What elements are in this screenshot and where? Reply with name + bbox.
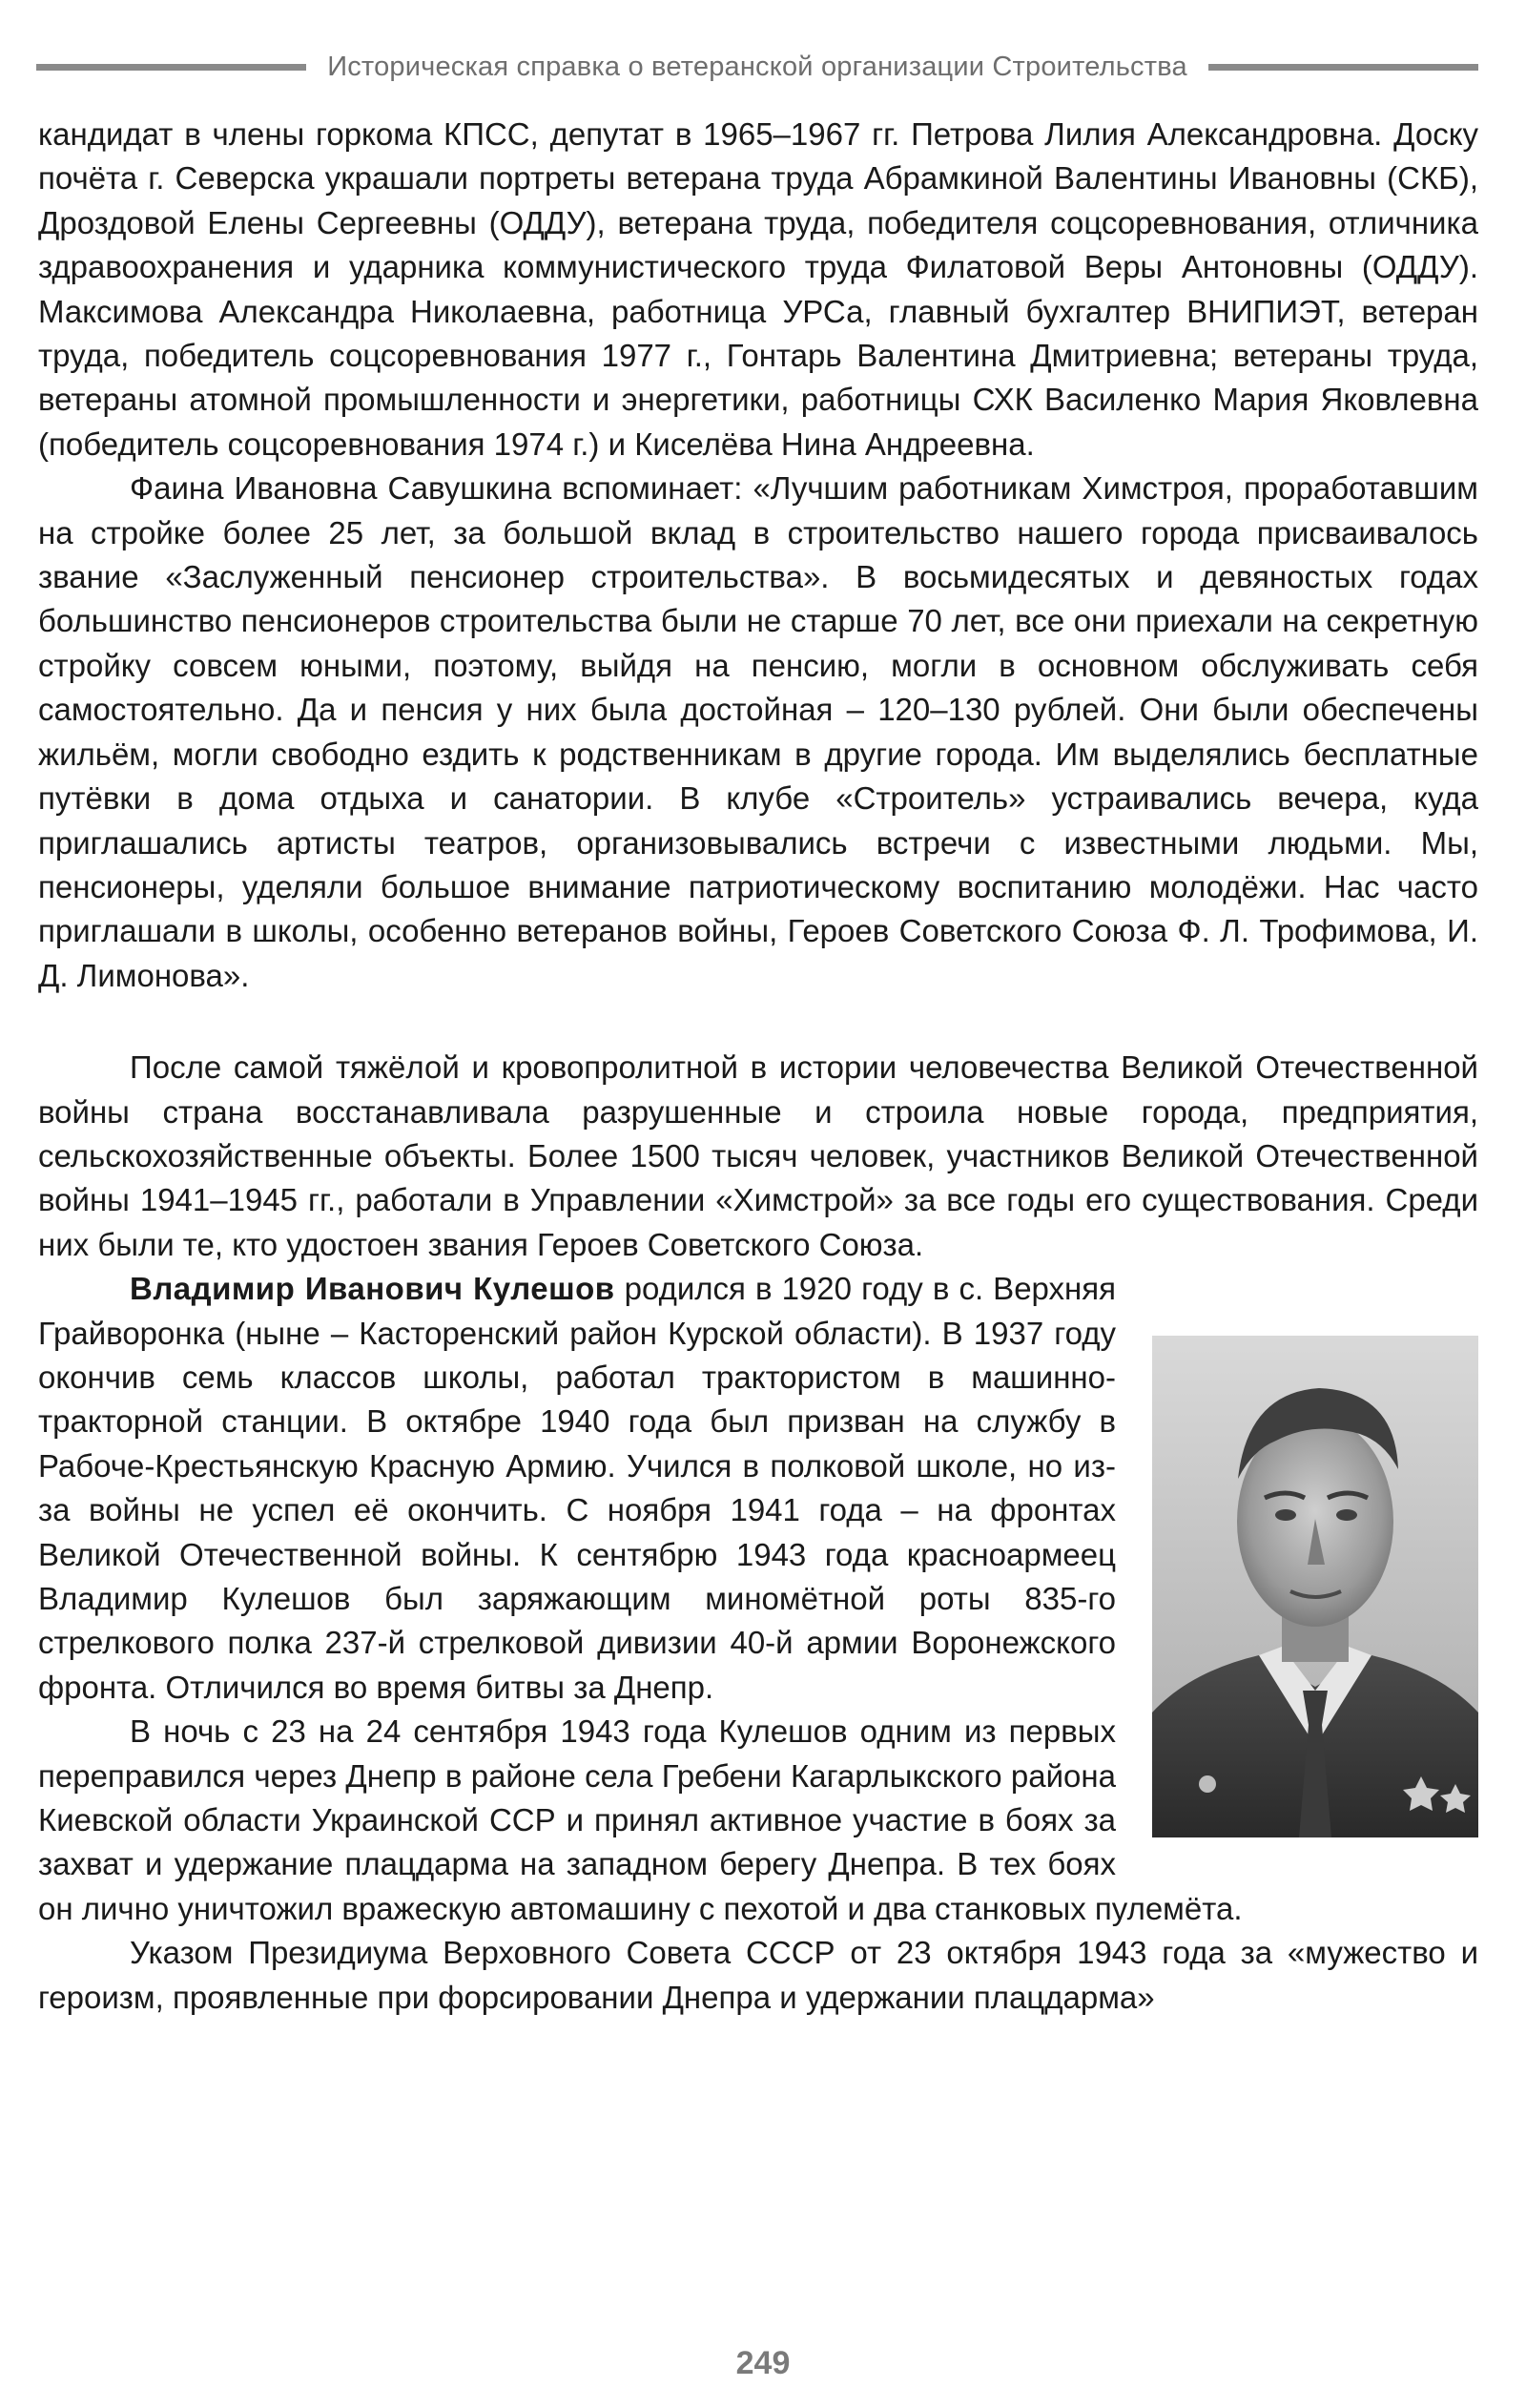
paragraph-3: После самой тяжёлой и кровопролитной в истории человечества Великой Отечественной войны страна восстанавливала разрушенные и строила новые города, предприятия, сельскохозяйственные объекты. Более 1500 тысяч человек, участников Великой Отечественной войны 1941–1945 гг., работали в Управлении «Химстрой» за все годы его существования. Среди них были те, кто удостоен звания Героев Советского Союза. bbox=[38, 1049, 1478, 1262]
paragraph-2: Фаина Ивановна Савушкина вспоминает: «Лучшим работникам Химстроя, проработавшим на стройке более 25 лет, за большой вклад в строительство нашего города присваивалось звание «Заслуженный пенсионер строительства». В восьмидесятых и девяностых годах большинство пенсионеров строительства были не старше 70 лет, все они приехали на секретную стройку совсем юными, поэтому, выйдя на пенсию, могли в основном обслуживать себя самостоятельно. Да и пенсия у них была достойная – 120–130 рублей. Они были обеспечены жильём, могли свободно ездить к родственникам в другие города. Им выделялись бесплатные путёвки в дома отдыха и санатории. В клубе «Строитель» устраивались вечера, куда приглашались артисты театров, организовывались встречи с известными людьми. Мы, пенсионеры, уделяли большое внимание патриотическому воспитанию молодёжи. Нас часто приглашали в школы, особенно ветеранов войны, Героев Советского Союза Ф. Л. Трофимова, И. Д. Лимонова». bbox=[38, 470, 1478, 993]
page-body bbox=[38, 113, 1478, 2020]
section-gap bbox=[38, 998, 1478, 1046]
paragraph-5: В ночь с 23 на 24 сентября 1943 года Кулешов одним из первых переправился через Днепр в районе села Гребени Кагарлыкского района Киевской области Украинской ССР и принял активное участие в боях за захват и удержание плацдарма на западном берегу Днепра. В тех боях он лично уничтожил вражескую автомашину с пехотой и два станковых пулемёта. bbox=[38, 1713, 1243, 1926]
running-header bbox=[36, 42, 1478, 92]
header-title: Историческая справка о ветеранской организации Строительства bbox=[327, 51, 1187, 82]
paragraph-1: кандидат в члены горкома КПСС, депутат в 1965–1967 гг. Петрова Лилия Александровна. Доску почёта г. Северска украшали портреты ветерана труда Абрамкиной Валентины Ивановны (СКБ), Дроздовой Елены Сергеевны (ОДДУ), ветерана труда, победителя соцсоревнования, отличника здравоохранения и ударника коммунистического труда Филатовой Веры Антоновны (ОДДУ). Максимова Александра Николаевна, работница УРСа, главный бухгалтер ВНИПИЭТ, ветеран труда, победитель соцсоревнования 1977 г., Гонтарь Валентина Дмитриевна; ветераны труда, ветераны атомной промышленности и энергетики, работницы СХК Василенко Мария Яковлевна (победитель соцсоревнования 1974 г.) и Киселёва Нина Андреевна. bbox=[38, 116, 1478, 462]
header-rule-left bbox=[36, 64, 306, 71]
header-rule-right bbox=[1208, 64, 1478, 71]
portrait-photo bbox=[1152, 1336, 1478, 1837]
biography-section bbox=[38, 1267, 1478, 1931]
paragraph-6: Указом Президиума Верховного Совета СССР от 23 октября 1943 года за «мужество и героизм, проявленные при форсировании Днепра и удержании плацдарма» bbox=[38, 1935, 1478, 2015]
paragraph-4-text: родился в 1920 году в с. Верхняя Грайворонка (ныне – Касторенский район Курской области). В 1937 году окончив семь классов школы, работал трактористом в машинно-тракторной станции. В октябре 1940 года был призван на службу в Рабоче-Крестьянскую Красную Армию. Учился в полковой школе, но из-за войны не успел её окончить. С ноября 1941 года – на фронтах Великой Отечественной войны. К сентябрю 1943 года красноармеец Владимир Кулешов был заряжающим миномётной роты 835-го стрелкового полка 237-й стрелковой дивизии 40-й армии Воронежского фронта. Отличился во время битвы за Днепр. bbox=[38, 1271, 1116, 1705]
page-number: 249 bbox=[735, 2345, 791, 2381]
person-name: Владимир Иванович Кулешов bbox=[130, 1271, 615, 1307]
portrait-illustration bbox=[1152, 1336, 1478, 1837]
